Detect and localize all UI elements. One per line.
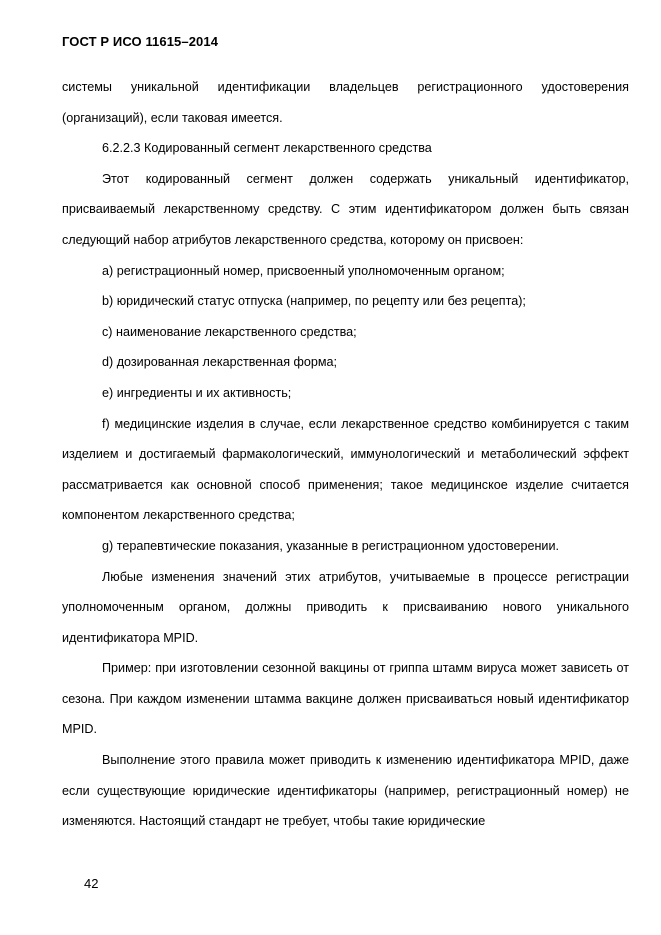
list-item-e: e) ингредиенты и их активность; (102, 385, 292, 400)
list-item-f: f) медицинские изделия в случае, если лекарственное средство комбинируется с таким изделием и достигаемый фармакологический, иммунологический и метаболический эффект рассматривается как основной способ применения; такое медицинское изделие считается компонентом лекарственного средства; (62, 416, 629, 523)
list-item-c: c) наименование лекарственного средства; (102, 324, 357, 339)
paragraph-intro: Этот кодированный сегмент должен содержать уникальный идентификатор, присваиваемый лекарственному средству. С этим идентификатором должен быть связан следующий набор атрибутов лекарственного средства, которому он присвоен: (62, 171, 629, 247)
section-heading-6-2-2-3: 6.2.2.3 Кодированный сегмент лекарственного средства (102, 141, 432, 156)
list-item-a: a) регистрационный номер, присвоенный уполномоченным органом; (102, 263, 505, 278)
document-body (62, 72, 629, 837)
list-item-b: b) юридический статус отпуска (например, по рецепту или без рецепта); (102, 294, 526, 309)
paragraph-rule-consequence: Выполнение этого правила может приводить к изменению идентификатора MPID, даже если существующие юридические идентификаторы (например, регистрационный номер) не изменяются. Настоящий стандарт не требует, чтобы такие юридические (62, 753, 629, 829)
paragraph-example: Пример: при изготовлении сезонной вакцины от гриппа штамм вируса может зависеть от сезона. При каждом изменении штамма вакцине должен присваиваться новый идентификатор MPID. (62, 661, 629, 737)
paragraph-continuation: системы уникальной идентификации владельцев регистрационного удостоверения (организаций), если таковая имеется. (62, 80, 629, 125)
page-number: 42 (84, 876, 99, 891)
document-header: ГОСТ Р ИСО 11615–2014 (62, 34, 219, 49)
list-item-d: d) дозированная лекарственная форма; (102, 355, 338, 370)
paragraph-attribute-changes: Любые изменения значений этих атрибутов, учитываемые в процессе регистрации уполномоченным органом, должны приводить к присваиванию нового уникального идентификатора MPID. (62, 569, 629, 645)
list-item-g: g) терапевтические показания, указанные в регистрационном удостоверении. (102, 538, 559, 553)
